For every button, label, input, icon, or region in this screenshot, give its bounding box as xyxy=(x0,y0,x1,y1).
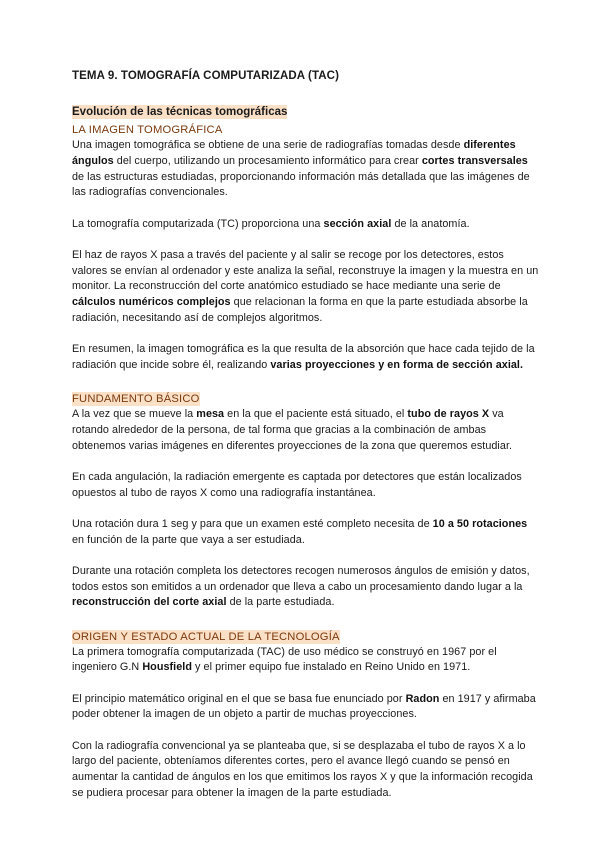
paragraph: La primera tomografía computarizada (TAC) de uso médico se construyó en 1967 por el ingeniero G.N Housfield y el primer equipo fue instalado en Reino Unido en 1971. xyxy=(72,645,497,674)
paragraph: En cada angulación, la radiación emergente es captada por detectores que están localizados opuestos al tubo de rayos X como una radiografía instantánea. xyxy=(72,470,522,499)
subheading-imagen-tomografica: LA IMAGEN TOMOGRÁFICA xyxy=(72,124,223,136)
subheading-origen-estado: ORIGEN Y ESTADO ACTUAL DE LA TECNOLOGÍA xyxy=(72,630,340,643)
bold-text: reconstrucción del corte axial xyxy=(72,596,227,609)
paragraph: Una imagen tomográfica se obtiene de una serie de radiografías tomadas desde diferentes ángulos del cuerpo, utilizando un procesamiento informático para crear cortes transversales de las estructuras estudiadas, proporcionando información más detallada que las imágenes de las radiografías convencionales. xyxy=(72,139,530,199)
paragraph: A la vez que se mueve la mesa en la que el paciente está situado, el tubo de rayos X va rotando alrededor de la persona, de tal forma que gracias a la combinación de ambas obtenemos varias imágenes en diferentes proyecciones de la zona que queremos estudiar. xyxy=(72,408,513,452)
bold-text: cálculos numéricos complejos xyxy=(72,296,231,309)
section-fundamento-basico xyxy=(72,389,540,611)
paragraph: La tomografía computarizada (TC) proporciona una sección axial de la anatomía. xyxy=(72,217,470,230)
bold-text: varias proyecciones y en forma de sección axial. xyxy=(270,358,524,371)
bold-text: tubo de rayos X xyxy=(407,408,490,421)
page-title: TEMA 9. TOMOGRAFÍA COMPUTARIZADA (TAC) xyxy=(72,70,339,82)
bold-text: mesa xyxy=(196,408,225,421)
paragraph: Una rotación dura 1 seg y para que un examen esté completo necesita de 10 a 50 rotaciones en función de la parte que vaya a ser estudiada. xyxy=(72,517,528,546)
bold-text: diferentes ángulos xyxy=(72,139,516,167)
bold-text: sección axial xyxy=(323,217,392,230)
bold-text: cortes transversales xyxy=(421,154,528,167)
paragraph: El haz de rayos X pasa a través del paciente y al salir se recoge por los detectores, estos valores se envían al ordenador y este analiza la señal, reconstruye la imagen y la muestra en un monitor. La reconstrucción del corte anatómico estudiado se hace mediante una serie de cálculos numéricos complejos que relacionan la forma en que la parte estudiada absorbe la radiación, necesitando así de complejos algoritmos. xyxy=(72,248,539,324)
bold-text: Radon xyxy=(405,692,440,705)
paragraph: Durante una rotación completa los detectores recogen numerosos ángulos de emisión y datos, todos estos son emitidos a un ordenador que lleva a cabo un procesamiento dando lugar a la reconstrucción del corte axial de la parte estudiada. xyxy=(72,564,530,609)
bold-text: 10 a 50 rotaciones xyxy=(432,517,528,530)
section-origen-estado xyxy=(72,627,540,802)
paragraph: Con la radiografía convencional ya se planteaba que, si se desplazaba el tubo de rayos X a lo largo del paciente, obteníamos diferentes cortes, pero el avance llegó cuando se pensó en aumentar la cantidad de ángulos en los que emitimos los rayos X y que la información recogida se pudiera procesar para obtener la imagen de la parte estudiada. xyxy=(72,739,533,800)
bold-text: Housfield xyxy=(142,661,192,674)
section-imagen-tomografica xyxy=(72,120,540,374)
paragraph: En resumen, la imagen tomográfica es la que resulta de la absorción que hace cada tejido de la radiación que incide sobre él, realizando varias proyecciones y en forma de sección axial. xyxy=(72,343,535,371)
subheading-fundamento-basico: FUNDAMENTO BÁSICO xyxy=(72,393,200,406)
paragraph: El principio matemático original en el que se basa fue enunciado por Radon en 1917 y afirmaba poder obtener la imagen de un objeto a partir de muchas proyecciones. xyxy=(72,692,536,721)
section-heading: Evolución de las técnicas tomográficas xyxy=(72,106,288,118)
